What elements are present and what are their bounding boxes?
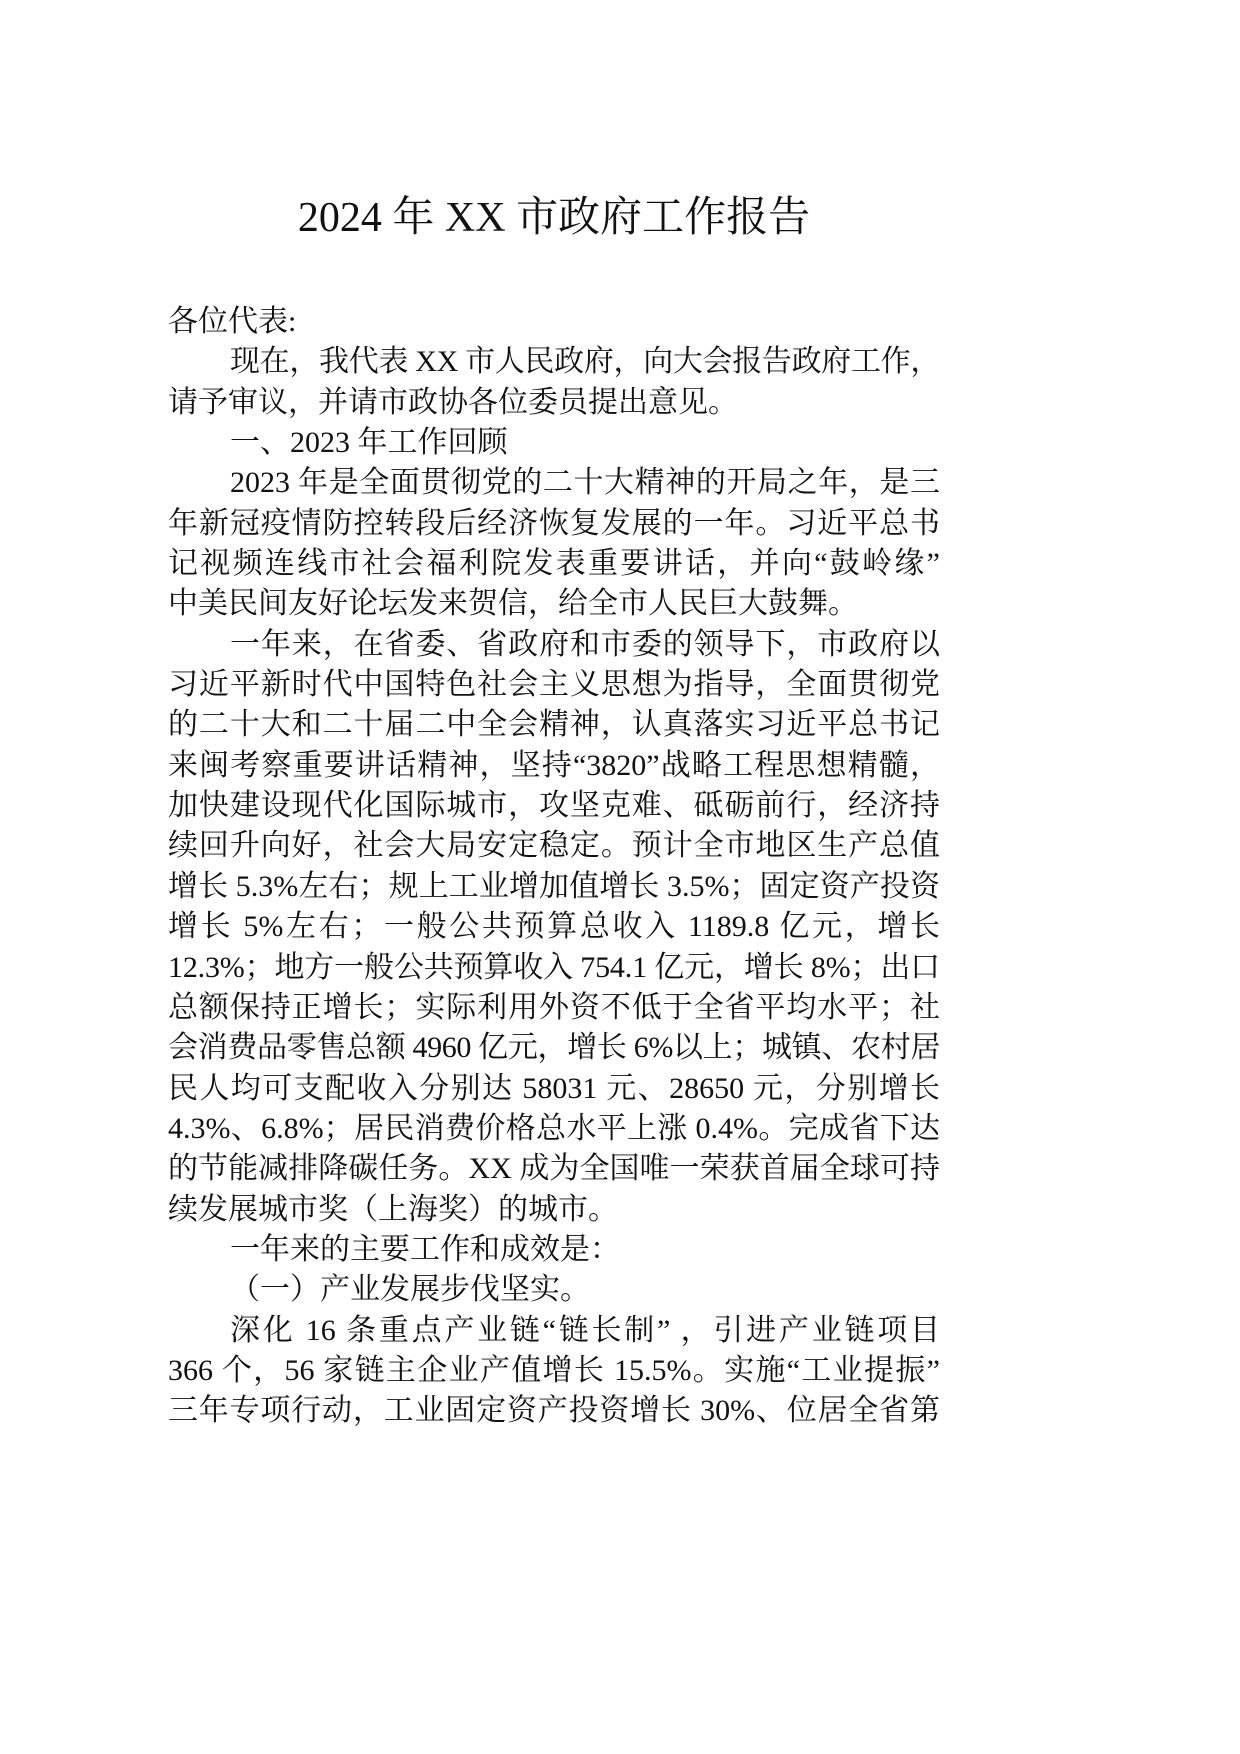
paragraph-line: 三年专项行动，工业固定资产投资增长 30%、位居全省第 bbox=[168, 1394, 940, 1428]
paragraph-line: 一年来的主要工作和成效是： bbox=[230, 1232, 620, 1266]
paragraph-line: 深化 16 条重点产业链“链长制” ，引进产业链项目 bbox=[230, 1313, 940, 1347]
paragraph-line: 2023 年是全面贯彻党的二十大精神的开局之年，是三 bbox=[230, 466, 940, 500]
paragraph-line: 12.3%；地方一般公共预算收入 754.1 亿元，增长 8%；出口 bbox=[168, 950, 940, 984]
paragraph-line: （一）产业发展步伐坚实。 bbox=[230, 1273, 590, 1307]
paragraph bbox=[168, 342, 940, 423]
paragraph-line: 年新冠疫情防控转段后经济恢复发展的一年。习近平总书 bbox=[168, 506, 940, 540]
paragraph-line: 4.3%、6.8%；居民消费价格总水平上涨 0.4%。完成省下达 bbox=[168, 1111, 940, 1145]
paragraph-line: 的二十大和二十届二中全会精神，认真落实习近平总书记 bbox=[168, 708, 940, 742]
paragraph-line: 会消费品零售总额 4960 亿元，增长 6%以上；城镇、农村居 bbox=[168, 1031, 940, 1065]
paragraph-line: 记视频连线市社会福利院发表重要讲话，并向“鼓岭缘” bbox=[168, 547, 940, 581]
paragraph-line: 现在，我代表 XX 市人民政府，向大会报告政府工作， bbox=[230, 345, 940, 379]
paragraph-line: 请予审议，并请市政协各位委员提出意见。 bbox=[168, 385, 738, 419]
paragraph-line: 增长 5%左右；一般公共预算总收入 1189.8 亿元，增长 bbox=[168, 910, 940, 944]
subsection-heading bbox=[168, 1270, 940, 1310]
paragraph-line: 续回升向好，社会大局安定稳定。预计全市地区生产总值 bbox=[168, 829, 940, 863]
paragraph-line: 来闽考察重要讲话精神，坚持“3820”战略工程思想精髓， bbox=[168, 748, 940, 782]
paragraph-line: 中美民间友好论坛发来贺信，给全市人民巨大鼓舞。 bbox=[168, 587, 858, 621]
paragraph-line: 习近平新时代中国特色社会主义思想为指导，全面贯彻党 bbox=[168, 668, 940, 702]
paragraph-line: 加快建设现代化国际城市，攻坚克难、砥砺前行，经济持 bbox=[168, 789, 940, 823]
paragraph-line: 的节能减排降碳任务。XX 成为全国唯一荣获首届全球可持 bbox=[168, 1152, 940, 1186]
paragraph-line: 一年来，在省委、省政府和市委的领导下，市政府以 bbox=[230, 627, 940, 661]
paragraph-line: 续发展城市奖（上海奖）的城市。 bbox=[168, 1192, 618, 1226]
section-heading bbox=[168, 423, 940, 463]
paragraph-line: 民人均可支配收入分别达 58031 元、28650 元，分别增长 bbox=[168, 1071, 940, 1105]
paragraph-line: 一、2023 年工作回顾 bbox=[230, 426, 508, 460]
paragraph bbox=[168, 625, 940, 1230]
paragraph-line: 366 个，56 家链主企业产值增长 15.5%。实施“工业提振” bbox=[168, 1353, 940, 1387]
paragraph bbox=[168, 1230, 940, 1270]
paragraph bbox=[168, 463, 940, 624]
paragraph-line: 总额保持正增长；实际利用外资不低于全省平均水平；社 bbox=[168, 990, 940, 1024]
paragraph-line: 增长 5.3%左右；规上工业增加值增长 3.5%；固定资产投资 bbox=[168, 869, 940, 903]
paragraph bbox=[168, 1311, 940, 1432]
document-title: 2024 年 XX 市政府工作报告 bbox=[297, 195, 811, 241]
document-body bbox=[168, 302, 940, 1432]
salutation: 各位代表: bbox=[168, 305, 297, 338]
